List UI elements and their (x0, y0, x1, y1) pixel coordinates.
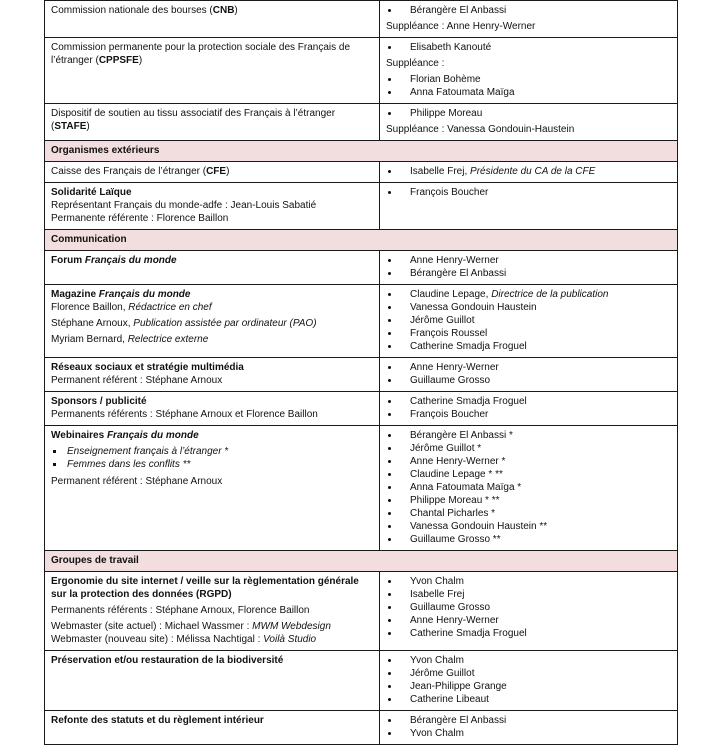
member-item: Philippe Moreau * ** (386, 494, 671, 507)
substitute-label (386, 20, 671, 33)
entity-cell (45, 104, 380, 141)
entity-cell (45, 711, 380, 745)
text-run: ) (86, 121, 90, 132)
entity-cell (45, 392, 380, 426)
text-run: Forum (51, 255, 85, 266)
entity-detail (51, 408, 373, 421)
webinar-list (51, 445, 373, 471)
text-run: Directrice de la publication (491, 289, 609, 300)
member-item: Guillaume Grosso ** (386, 533, 671, 546)
member-list (386, 4, 671, 17)
entity-title (51, 41, 373, 67)
text-run: Préservation et/ou restauration de la biodiversité (51, 655, 284, 666)
text-run: Caisse des Français de l’étranger ( (51, 166, 207, 177)
member-item (386, 288, 671, 301)
table-row (45, 285, 678, 358)
member-item: Jean-Philippe Grange (386, 680, 671, 693)
section-title: Groupes de travail (45, 551, 678, 572)
text-run: Permanents référents : Stéphane Arnoux et Florence Baillon (51, 409, 318, 420)
member-item: Bérangère El Anbassi (386, 714, 671, 727)
entity-detail (51, 199, 373, 212)
text-run: Permanent référent : Stéphane Arnoux (51, 375, 223, 386)
text-run: Permanente référente : Florence Baillon (51, 213, 229, 224)
entity-cell (45, 183, 380, 230)
entity-title (51, 4, 373, 17)
text-run: Voilà Studio (263, 634, 317, 645)
member-list (386, 575, 671, 640)
entity-detail (51, 633, 373, 646)
text-run: Claudine Lepage, (410, 289, 492, 300)
member-item: Claudine Lepage * ** (386, 468, 671, 481)
table-row (45, 162, 678, 183)
substitute-label (386, 123, 671, 136)
member-list (386, 41, 671, 54)
member-item: Catherine Smadja Froguel (386, 627, 671, 640)
entity-detail (51, 374, 373, 387)
members-cell (380, 392, 678, 426)
text-run: Sponsors / publicité (51, 396, 147, 407)
text-run: Myriam Bernard, (51, 334, 128, 345)
table-row (45, 358, 678, 392)
text-run: ) (234, 5, 238, 16)
text-run: Webmaster (nouveau site) : Mélissa Nachtigal : (51, 634, 264, 645)
members-cell (380, 651, 678, 711)
member-item: Bérangère El Anbassi * (386, 429, 671, 442)
text-run: Webinaires (51, 430, 107, 441)
member-item: Jérôme Guillot * (386, 442, 671, 455)
member-list (386, 186, 671, 199)
member-item: Chantal Picharles * (386, 507, 671, 520)
entity-title (51, 395, 373, 408)
text-run: Solidarité Laïque (51, 187, 132, 198)
text-run: CPPSFE (98, 55, 139, 66)
member-item: Anne Henry-Werner (386, 254, 671, 267)
section-row (45, 551, 678, 572)
entity-detail (51, 317, 373, 330)
member-item: Catherine Smadja Froguel (386, 340, 671, 353)
members-cell (380, 104, 678, 141)
member-item: Anna Fatoumata Maïga (386, 86, 671, 99)
entity-title (51, 288, 373, 301)
webinar-item: Enseignement français à l’étranger * (51, 445, 373, 458)
member-item: François Roussel (386, 327, 671, 340)
text-run: Webmaster (site actuel) : Michael Wassmer : (51, 621, 253, 632)
member-item (386, 165, 671, 178)
section-title: Organismes extérieurs (45, 141, 678, 162)
member-item: Catherine Libeaut (386, 693, 671, 706)
entity-cell (45, 358, 380, 392)
text-run: Rédactrice en chef (128, 302, 212, 313)
text-run: Magazine (51, 289, 99, 300)
member-item: Bérangère El Anbassi (386, 4, 671, 17)
member-item: Guillaume Grosso (386, 374, 671, 387)
entity-detail (51, 212, 373, 225)
member-list (386, 361, 671, 387)
text-run: ) (226, 166, 230, 177)
entity-detail (51, 333, 373, 346)
member-item: François Boucher (386, 186, 671, 199)
text-run: STAFE (54, 121, 87, 132)
text-run: Français du monde (98, 289, 191, 300)
entity-cell (45, 651, 380, 711)
table-row (45, 392, 678, 426)
entity-title (51, 654, 373, 667)
table-row (45, 1, 678, 38)
member-item: Bérangère El Anbassi (386, 267, 671, 280)
entity-title (51, 714, 373, 727)
entity-cell (45, 162, 380, 183)
member-list (386, 73, 671, 99)
members-cell (380, 162, 678, 183)
member-list (386, 395, 671, 421)
member-list (386, 654, 671, 706)
section-row (45, 230, 678, 251)
text-run: Permanent référent : Stéphane Arnoux (51, 476, 223, 487)
member-item: Anna Fatoumata Maïga * (386, 481, 671, 494)
text-run: Publication assistée par ordinateur (PAO) (133, 318, 317, 329)
member-item: Florian Bohème (386, 73, 671, 86)
entity-title (51, 361, 373, 374)
member-item: Yvon Chalm (386, 654, 671, 667)
table-row (45, 38, 678, 104)
member-item: Philippe Moreau (386, 107, 671, 120)
members-cell (380, 251, 678, 285)
member-item: Yvon Chalm (386, 575, 671, 588)
member-item: Jérôme Guillot (386, 314, 671, 327)
member-item: Anne Henry-Werner (386, 614, 671, 627)
member-list (386, 254, 671, 280)
members-cell (380, 572, 678, 651)
table-row (45, 572, 678, 651)
member-item: Anne Henry-Werner (386, 361, 671, 374)
entity-cell (45, 251, 380, 285)
entity-cell (45, 285, 380, 358)
entity-cell (45, 572, 380, 651)
text-run: Commission nationale des bourses ( (51, 5, 213, 16)
section-title: Communication (45, 230, 678, 251)
webinar-item: Femmes dans les conflits ** (51, 458, 373, 471)
table-row (45, 426, 678, 551)
text-run: Présidente du CA de la CFE (470, 166, 596, 177)
member-item: Anne Henry-Werner * (386, 455, 671, 468)
text-run: Réseaux sociaux et stratégie multimédia (51, 362, 244, 373)
text-run: Suppléance : (386, 58, 445, 69)
entity-title (51, 186, 373, 199)
member-item: François Boucher (386, 408, 671, 421)
table-row (45, 711, 678, 745)
members-cell (380, 358, 678, 392)
text-run: Commission permanente pour la protection sociale des Français de l’étranger ( (51, 42, 351, 66)
entity-detail (51, 620, 373, 633)
text-run: CFE (206, 166, 227, 177)
members-cell (380, 183, 678, 230)
text-run: Stéphane Arnoux, (51, 318, 134, 329)
member-item: Vanessa Gondouin Haustein (386, 301, 671, 314)
text-run: MWM Webdesign (252, 621, 331, 632)
table-row (45, 251, 678, 285)
entity-cell (45, 426, 380, 551)
member-list (386, 165, 671, 178)
members-cell (380, 285, 678, 358)
entity-title (51, 254, 373, 267)
member-item: Vanessa Gondouin Haustein ** (386, 520, 671, 533)
table-row (45, 104, 678, 141)
members-cell (380, 426, 678, 551)
substitute-label (386, 57, 671, 70)
member-item: Yvon Chalm (386, 727, 671, 740)
text-run: Isabelle Frej, (410, 166, 471, 177)
entity-extra-title (51, 475, 373, 488)
member-item: Isabelle Frej (386, 588, 671, 601)
members-cell (380, 38, 678, 104)
entity-detail (51, 301, 373, 314)
entity-detail (51, 604, 373, 617)
member-item: Guillaume Grosso (386, 601, 671, 614)
text-run: Français du monde (84, 255, 177, 266)
member-list (386, 107, 671, 120)
text-run: ) (138, 55, 143, 66)
members-cell (380, 711, 678, 745)
text-run: Français du monde (106, 430, 199, 441)
table-row (45, 183, 678, 230)
member-item: Jérôme Guillot (386, 667, 671, 680)
entity-cell (45, 1, 380, 38)
member-list (386, 714, 671, 740)
representation-table (44, 0, 678, 745)
table-row (45, 651, 678, 711)
text-run: Florence Baillon, (51, 302, 129, 313)
member-list (386, 288, 671, 353)
entity-title (51, 429, 373, 442)
table-body (45, 0, 678, 745)
text-run: Ergonomie du site internet / veille sur la règlementation générale sur la protection des données (RGPD) (51, 576, 359, 600)
text-run: Représentant Français du monde-adfe : Jean-Louis Sabatié (51, 200, 317, 211)
entity-title (51, 165, 373, 178)
section-row (45, 141, 678, 162)
substitute-list-wrap (386, 73, 671, 99)
text-run: Suppléance : Anne Henry-Werner (386, 21, 536, 32)
text-run: Dispositif de soutien au tissu associatif des Français à l’étranger ( (51, 108, 336, 132)
text-run: Permanents référents : Stéphane Arnoux, Florence Baillon (51, 605, 310, 616)
text-run: Refonte des statuts et du règlement intérieur (51, 715, 264, 726)
entity-title (51, 107, 373, 133)
entity-cell (45, 38, 380, 104)
text-run: Relectrice externe (127, 334, 209, 345)
member-list (386, 429, 671, 546)
member-item: Catherine Smadja Froguel (386, 395, 671, 408)
entity-title (51, 575, 373, 601)
member-item: Elisabeth Kanouté (386, 41, 671, 54)
text-run: Suppléance : Vanessa Gondouin-Haustein (386, 124, 575, 135)
text-run: CNB (212, 5, 235, 16)
members-cell (380, 1, 678, 38)
